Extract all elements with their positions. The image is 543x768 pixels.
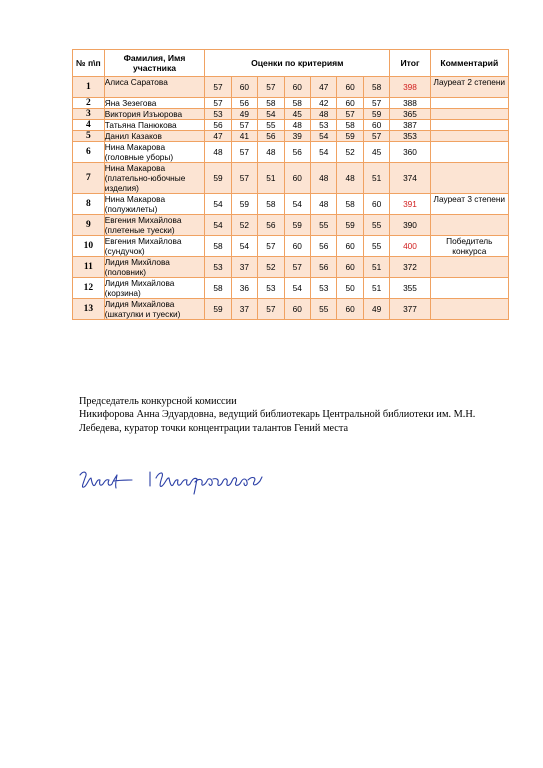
participant-name: Яна Зезегова [104,98,205,109]
total-score: 355 [390,278,430,299]
table-row [73,236,509,257]
total-score: 353 [390,131,430,142]
participant-name: Алиса Саратова [104,77,205,98]
row-number: 8 [73,194,105,215]
total-score: 365 [390,109,430,120]
criterion-score: 55 [311,215,337,236]
table-row [73,142,509,163]
total-score: 391 [390,194,430,215]
criterion-score: 60 [337,98,363,109]
criterion-score: 57 [363,131,390,142]
participant-name: Нина Макарова (головные уборы) [104,142,205,163]
criterion-score: 48 [284,120,310,131]
total-score: 377 [390,299,430,320]
total-score: 374 [390,163,430,194]
row-number: 6 [73,142,105,163]
row-number: 5 [73,131,105,142]
header-name: Фамилия, Имя участника [104,50,205,77]
criterion-score: 55 [258,120,284,131]
results-table [72,49,509,320]
participant-name: Лидия Михайлова (корзина) [104,278,205,299]
table-row [73,77,509,98]
criterion-score: 53 [205,257,231,278]
row-number: 3 [73,109,105,120]
criterion-score: 56 [258,131,284,142]
criterion-score: 37 [231,299,257,320]
table-row [73,257,509,278]
criterion-score: 57 [258,299,284,320]
comment-cell [430,163,508,194]
criterion-score: 56 [311,236,337,257]
criterion-score: 53 [311,278,337,299]
total-score: 398 [390,77,430,98]
criterion-score: 54 [205,215,231,236]
handwritten-signature [76,466,276,496]
criterion-score: 58 [337,194,363,215]
table-row [73,299,509,320]
participant-name: Лидия Михйлова (половник) [104,257,205,278]
criterion-score: 56 [311,257,337,278]
criterion-score: 60 [284,299,310,320]
table-row [73,163,509,194]
criterion-score: 60 [284,236,310,257]
criterion-score: 54 [311,131,337,142]
criterion-score: 60 [337,257,363,278]
criterion-score: 57 [337,109,363,120]
table-row [73,120,509,131]
criterion-score: 58 [205,278,231,299]
criterion-score: 57 [258,77,284,98]
criterion-score: 48 [205,142,231,163]
signature-stroke-initials [80,472,132,488]
criterion-score: 58 [258,194,284,215]
criterion-score: 49 [363,299,390,320]
table-row [73,109,509,120]
comment-cell [430,109,508,120]
criterion-score: 59 [284,215,310,236]
criterion-score: 53 [311,120,337,131]
criterion-score: 54 [258,109,284,120]
criterion-score: 55 [311,299,337,320]
total-score: 387 [390,120,430,131]
criterion-score: 59 [205,163,231,194]
criterion-score: 51 [363,278,390,299]
criterion-score: 57 [284,257,310,278]
comment-cell [430,215,508,236]
participant-name: Евгения Михайлова (плетеные туески) [104,215,205,236]
participant-name: Нина Макарова (полужилеты) [104,194,205,215]
row-number: 11 [73,257,105,278]
criterion-score: 53 [205,109,231,120]
criterion-score: 60 [363,120,390,131]
criterion-score: 57 [205,98,231,109]
criterion-score: 59 [231,194,257,215]
criterion-score: 58 [258,98,284,109]
participant-name: Евгения Михайлова (сундучок) [104,236,205,257]
participant-name: Данил Казаков [104,131,205,142]
row-number: 10 [73,236,105,257]
criterion-score: 54 [284,194,310,215]
criterion-score: 49 [231,109,257,120]
criterion-score: 52 [258,257,284,278]
comment-cell [430,278,508,299]
criterion-score: 51 [363,163,390,194]
criterion-score: 48 [258,142,284,163]
criterion-score: 56 [284,142,310,163]
criterion-score: 56 [231,98,257,109]
criterion-score: 51 [258,163,284,194]
criterion-score: 58 [337,120,363,131]
criterion-score: 58 [205,236,231,257]
row-number: 9 [73,215,105,236]
criterion-score: 56 [205,120,231,131]
criterion-score: 60 [363,194,390,215]
comment-cell: Лауреат 3 степени [430,194,508,215]
table-row [73,98,509,109]
criterion-score: 57 [205,77,231,98]
comment-cell [430,131,508,142]
criterion-score: 55 [363,236,390,257]
criterion-score: 57 [231,120,257,131]
criterion-score: 39 [284,131,310,142]
criterion-score: 59 [337,215,363,236]
criterion-score: 57 [258,236,284,257]
row-number: 1 [73,77,105,98]
criterion-score: 60 [284,163,310,194]
row-number: 13 [73,299,105,320]
signature-block [79,395,519,435]
table-row [73,215,509,236]
criterion-score: 59 [205,299,231,320]
criterion-score: 53 [258,278,284,299]
criterion-score: 59 [363,109,390,120]
table-row [73,131,509,142]
criterion-score: 48 [311,194,337,215]
criterion-score: 45 [284,109,310,120]
comment-cell: Лауреат 2 степени [430,77,508,98]
criterion-score: 51 [363,257,390,278]
participant-name: Нина Макарова (плательно-юбочные изделия) [104,163,205,194]
participant-name: Татьяна Панюкова [104,120,205,131]
comment-cell [430,98,508,109]
comment-cell: Победитель конкурса [430,236,508,257]
criterion-score: 54 [205,194,231,215]
criterion-score: 41 [231,131,257,142]
total-score: 388 [390,98,430,109]
criterion-score: 60 [337,236,363,257]
criterion-score: 59 [337,131,363,142]
comment-cell [430,257,508,278]
table-row [73,278,509,299]
criterion-score: 52 [231,215,257,236]
criterion-score: 52 [337,142,363,163]
criterion-score: 54 [284,278,310,299]
header-num: № п\п [73,50,105,77]
criterion-score: 47 [205,131,231,142]
criterion-score: 60 [337,299,363,320]
criterion-score: 48 [337,163,363,194]
participant-name: Лидия Михайлова (шкатулки и туески) [104,299,205,320]
comment-cell [430,120,508,131]
table-row [73,194,509,215]
table-header-row [73,50,509,77]
row-number: 4 [73,120,105,131]
criterion-score: 48 [311,109,337,120]
comment-cell [430,299,508,320]
criterion-score: 57 [363,98,390,109]
criterion-score: 58 [284,98,310,109]
criterion-score: 42 [311,98,337,109]
criterion-score: 55 [363,215,390,236]
criterion-score: 54 [311,142,337,163]
row-number: 7 [73,163,105,194]
criterion-score: 57 [231,163,257,194]
criterion-score: 36 [231,278,257,299]
criterion-score: 50 [337,278,363,299]
criterion-score: 56 [258,215,284,236]
commission-chair-details: Никифорова Анна Эдуардовна, ведущий библиотекарь Центральной библиотеки им. М.Н. Лебедева, куратор точки концентрации талантов Гений места [79,409,476,434]
criterion-score: 60 [337,77,363,98]
signature-stroke-surname [156,473,262,494]
table-body [73,77,509,320]
criterion-score: 58 [363,77,390,98]
criterion-score: 60 [231,77,257,98]
header-scores: Оценки по критериям [205,50,390,77]
header-total: Итог [390,50,430,77]
criterion-score: 48 [311,163,337,194]
total-score: 390 [390,215,430,236]
header-comment: Комментарий [430,50,508,77]
criterion-score: 60 [284,77,310,98]
row-number: 2 [73,98,105,109]
total-score: 372 [390,257,430,278]
criterion-score: 57 [231,142,257,163]
comment-cell [430,142,508,163]
total-score: 400 [390,236,430,257]
commission-chair-title: Председатель конкурсной комиссии [79,396,237,407]
criterion-score: 47 [311,77,337,98]
criterion-score: 45 [363,142,390,163]
participant-name: Виктория Изъюрова [104,109,205,120]
criterion-score: 37 [231,257,257,278]
total-score: 360 [390,142,430,163]
criterion-score: 54 [231,236,257,257]
row-number: 12 [73,278,105,299]
